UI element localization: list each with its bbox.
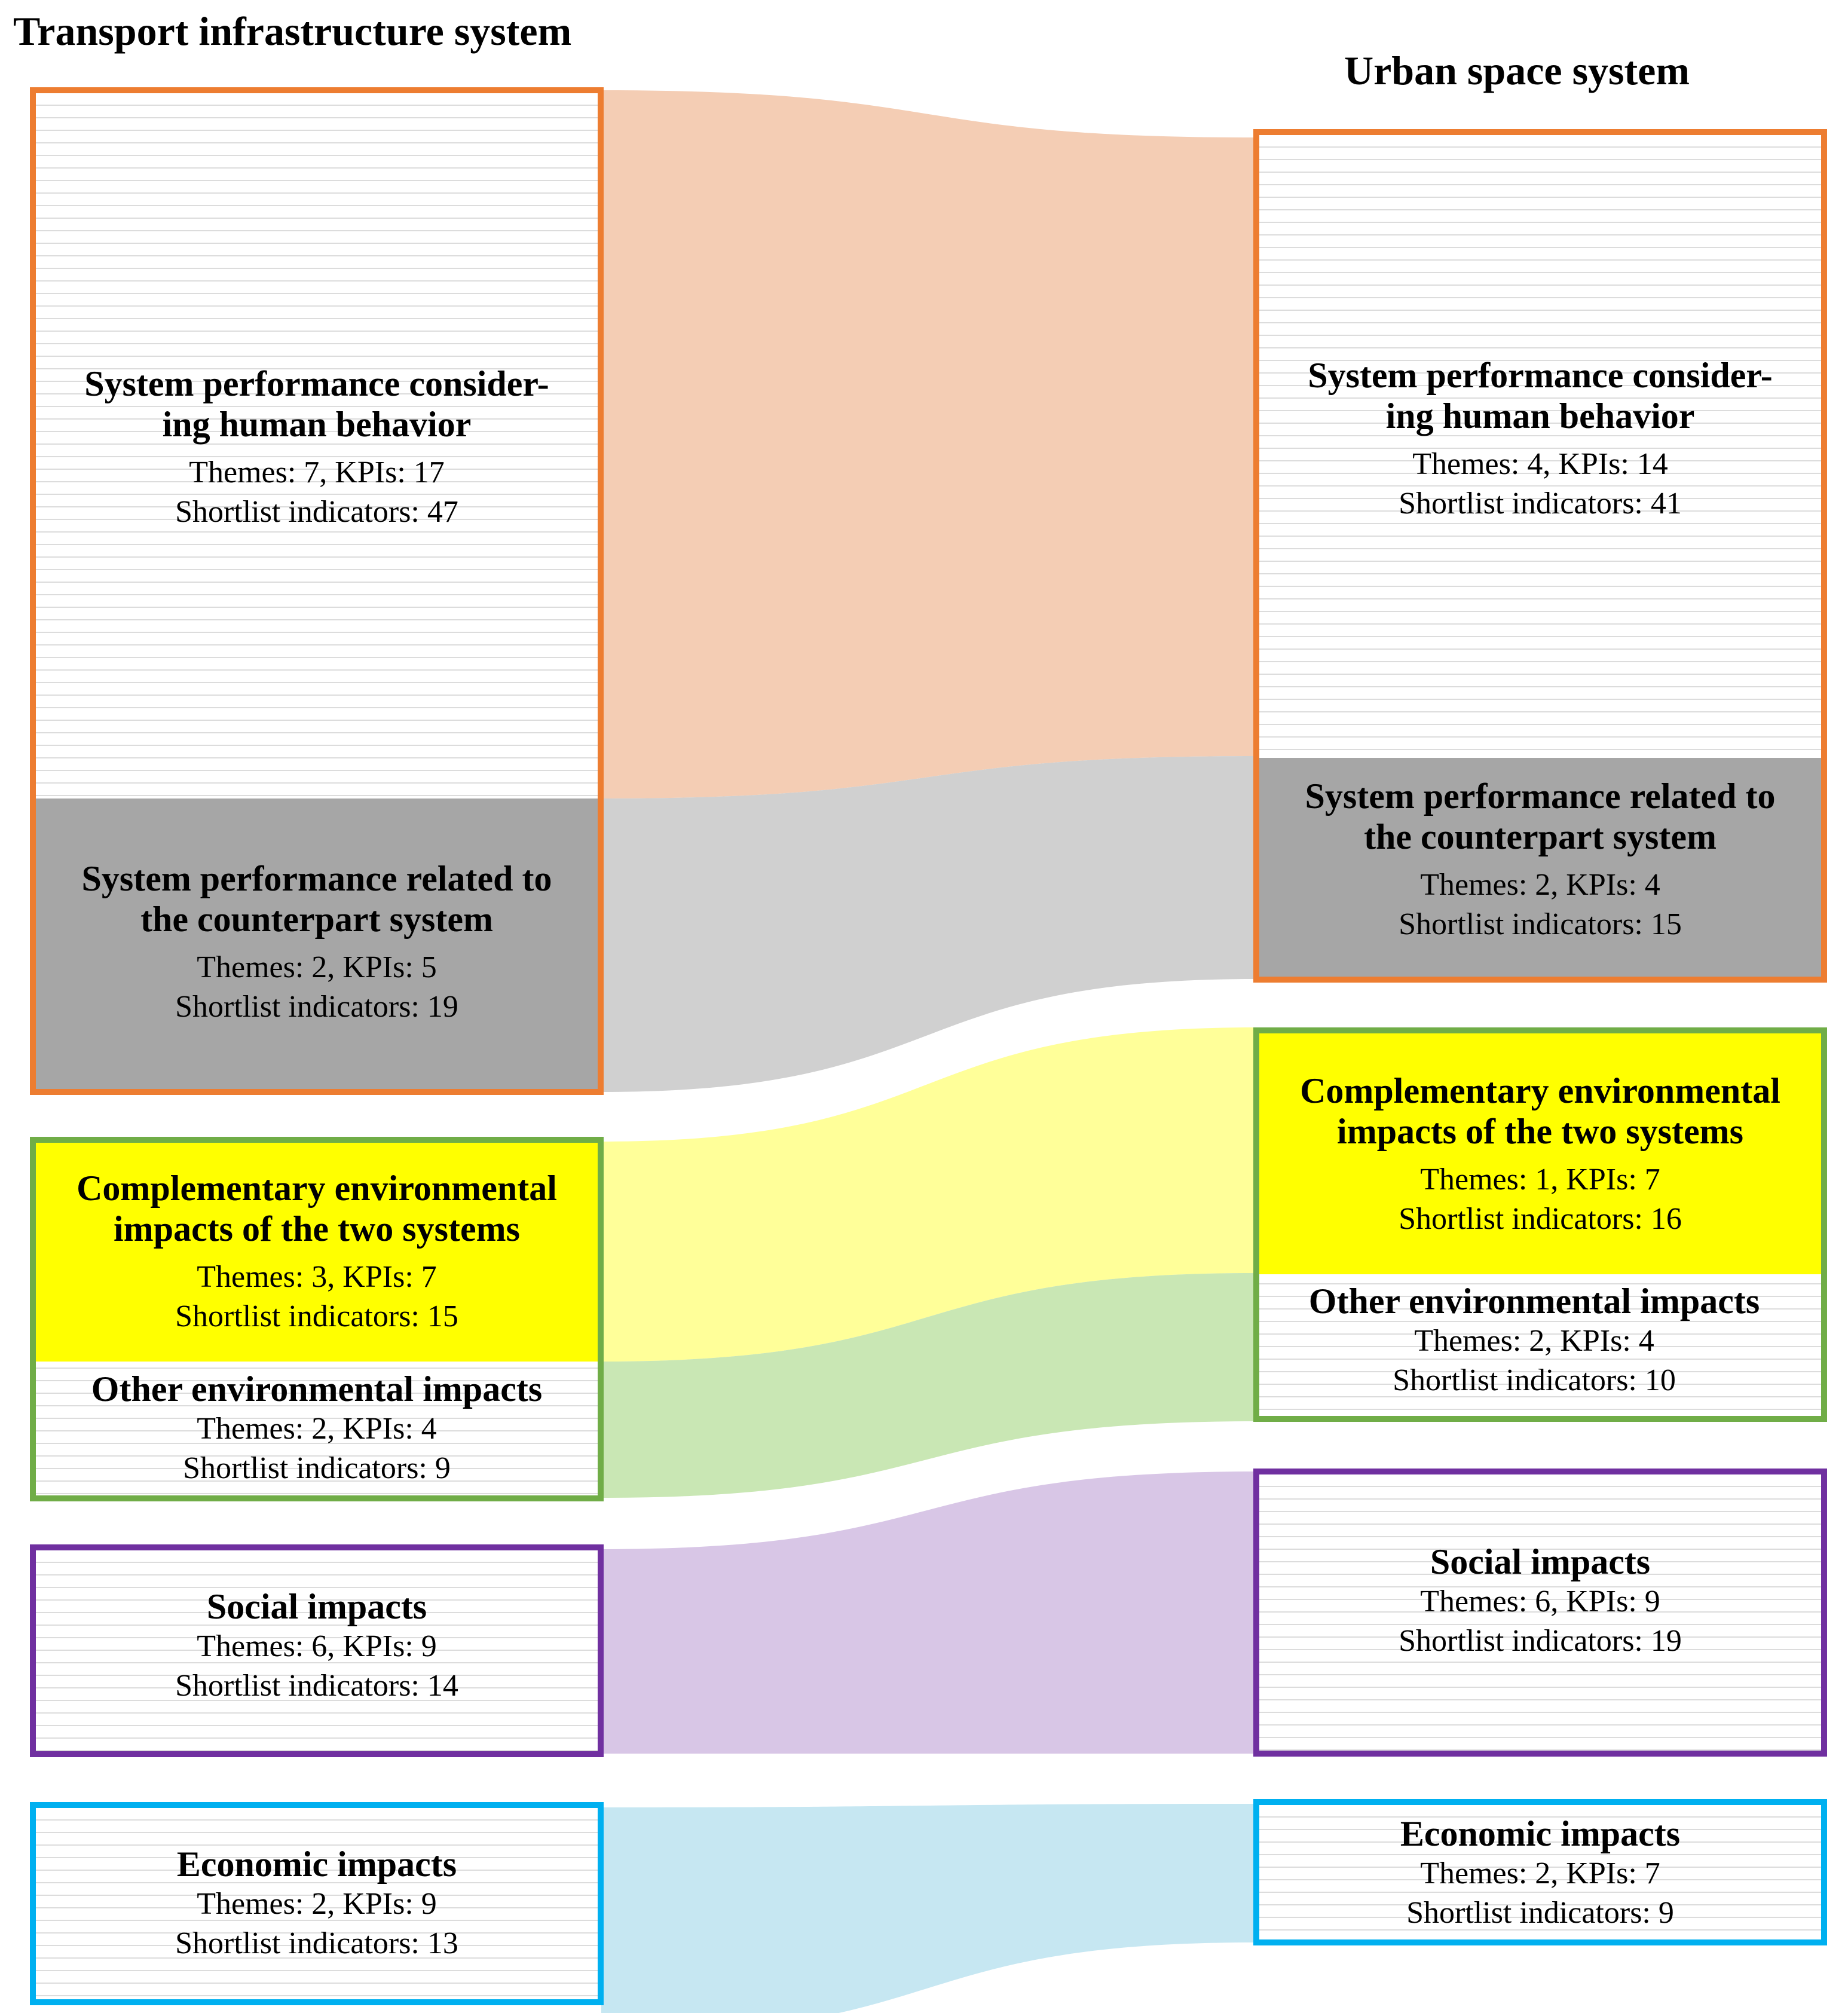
left-complementary-env-shortlist: Shortlist indicators: 15 xyxy=(175,1299,458,1333)
right-economic-label xyxy=(1259,1813,1821,1933)
left-performance-counterpart-heading-1: System performance related to xyxy=(81,859,552,898)
right-other-env-heading: Other environmental impacts xyxy=(1308,1281,1760,1321)
right-social-impacts xyxy=(1253,1469,1827,1757)
right-economic-shortlist: Shortlist indicators: 9 xyxy=(1406,1896,1674,1930)
left-social-label xyxy=(36,1586,598,1706)
left-complementary-env-heading-2: impacts of the two systems xyxy=(114,1209,520,1249)
right-performance-counterpart-label xyxy=(1259,776,1821,944)
left-other-env-shortlist: Shortlist indicators: 9 xyxy=(183,1451,451,1485)
right-other-env-shortlist: Shortlist indicators: 10 xyxy=(1393,1363,1676,1397)
left-performance-counterpart-label xyxy=(36,858,598,1027)
left-economic-themes: Themes: 2, KPIs: 9 xyxy=(197,1887,437,1921)
right-complementary-env-themes: Themes: 1, KPIs: 7 xyxy=(1420,1162,1660,1197)
flow-social xyxy=(601,1471,1255,1754)
right-complementary-env-label xyxy=(1259,1070,1821,1239)
right-social-themes: Themes: 6, KPIs: 9 xyxy=(1420,1584,1660,1619)
left-performance-human-themes: Themes: 7, KPIs: 17 xyxy=(189,455,445,490)
right-performance-counterpart-block xyxy=(1259,758,1821,977)
right-performance-human-label xyxy=(1259,355,1821,524)
left-social-impacts xyxy=(30,1544,604,1757)
right-performance-counterpart-heading-2: the counterpart system xyxy=(1364,817,1717,856)
right-social-heading: Social impacts xyxy=(1430,1542,1651,1581)
right-performance-counterpart-themes: Themes: 2, KPIs: 4 xyxy=(1420,868,1660,902)
right-column-title: Urban space system xyxy=(1344,48,1690,93)
right-complementary-env-heading-2: impacts of the two systems xyxy=(1337,1112,1743,1151)
left-performance-counterpart-heading-2: the counterpart system xyxy=(140,900,493,939)
right-other-env-themes: Themes: 2, KPIs: 4 xyxy=(1414,1324,1654,1358)
right-social-shortlist: Shortlist indicators: 19 xyxy=(1399,1624,1682,1658)
left-performance-counterpart-block xyxy=(36,799,598,1089)
left-economic-shortlist: Shortlist indicators: 13 xyxy=(175,1926,458,1960)
left-complementary-env-themes: Themes: 3, KPIs: 7 xyxy=(197,1260,437,1294)
left-economic-impacts xyxy=(30,1802,604,2005)
left-performance-human-heading-2: ing human behavior xyxy=(162,405,472,444)
right-environmental-group xyxy=(1253,1027,1827,1422)
right-social-label xyxy=(1259,1541,1821,1661)
right-complementary-env-heading-1: Complementary environmental xyxy=(1300,1071,1780,1110)
right-performance-human-themes: Themes: 4, KPIs: 14 xyxy=(1412,447,1668,481)
left-performance-counterpart-themes: Themes: 2, KPIs: 5 xyxy=(197,950,437,984)
flow-performance-human xyxy=(601,90,1255,799)
left-column-title: Transport infrastructure system xyxy=(13,8,572,54)
left-other-env-themes: Themes: 2, KPIs: 4 xyxy=(197,1412,437,1446)
left-performance-human-label xyxy=(36,363,598,532)
left-economic-label xyxy=(36,1844,598,1963)
left-complementary-env-label xyxy=(36,1168,598,1336)
right-performance-human-heading-1: System performance consider- xyxy=(1308,356,1773,395)
left-system-performance-group xyxy=(30,87,604,1095)
right-complementary-env-block xyxy=(1259,1033,1821,1274)
left-performance-counterpart-shortlist: Shortlist indicators: 19 xyxy=(175,990,458,1024)
left-social-heading: Social impacts xyxy=(206,1587,427,1626)
flow-economic xyxy=(601,1804,1255,2013)
right-economic-impacts xyxy=(1253,1799,1827,1945)
left-other-env-label xyxy=(36,1369,598,1488)
right-system-performance-group xyxy=(1253,129,1827,983)
left-other-env-heading: Other environmental impacts xyxy=(91,1369,543,1409)
right-performance-human-heading-2: ing human behavior xyxy=(1385,396,1695,436)
left-economic-heading: Economic impacts xyxy=(176,1844,457,1884)
left-performance-human-shortlist: Shortlist indicators: 47 xyxy=(175,495,458,529)
left-complementary-env-heading-1: Complementary environmental xyxy=(77,1168,557,1208)
right-economic-themes: Themes: 2, KPIs: 7 xyxy=(1420,1856,1660,1890)
right-economic-heading: Economic impacts xyxy=(1400,1814,1681,1853)
left-social-shortlist: Shortlist indicators: 14 xyxy=(175,1669,458,1703)
left-performance-human-heading-1: System performance consider- xyxy=(84,364,549,403)
left-social-themes: Themes: 6, KPIs: 9 xyxy=(197,1629,437,1663)
left-environmental-group xyxy=(30,1137,604,1501)
right-other-env-label xyxy=(1247,1281,1821,1400)
right-performance-counterpart-heading-1: System performance related to xyxy=(1305,776,1776,816)
right-performance-counterpart-shortlist: Shortlist indicators: 15 xyxy=(1399,907,1682,941)
left-complementary-env-block xyxy=(36,1143,598,1362)
right-complementary-env-shortlist: Shortlist indicators: 16 xyxy=(1399,1202,1682,1236)
right-performance-human-shortlist: Shortlist indicators: 41 xyxy=(1399,487,1682,521)
